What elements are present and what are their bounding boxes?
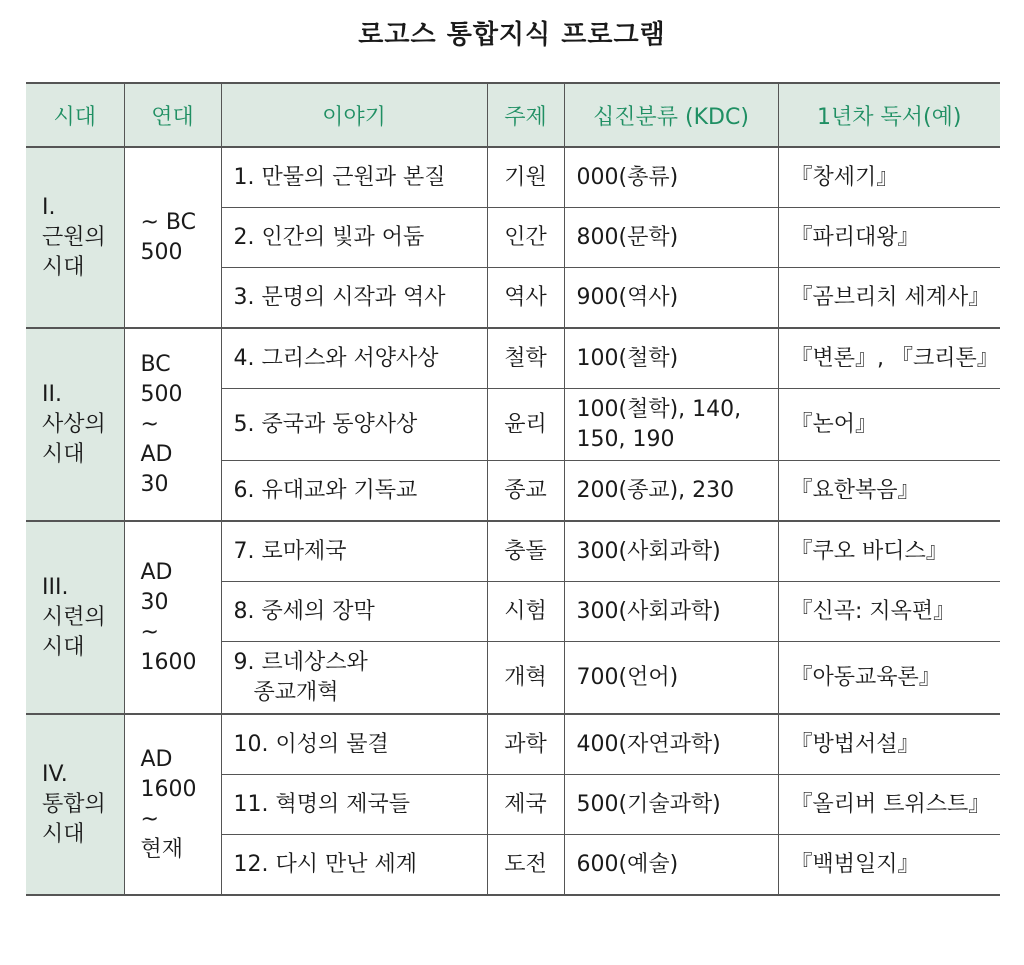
book-cell: 『변론』, 『크리톤』 (778, 328, 1000, 389)
book-cell: 『파리대왕』 (778, 208, 1000, 268)
story-line: 종교개혁 (253, 679, 339, 705)
story-line: 9. 르네상스와 (233, 649, 368, 675)
kdc-cell: 100(철학) (564, 328, 778, 389)
period-cell: ~ BC 500 (124, 147, 221, 328)
header-story: 이야기 (221, 83, 487, 147)
story-cell: 6. 유대교와 기독교 (221, 461, 487, 522)
story-cell: 3. 문명의 시작과 역사 (221, 268, 487, 329)
topic-cell: 윤리 (487, 389, 564, 461)
book-cell: 『올리버 트위스트』 (778, 775, 1000, 835)
era-cell: II. 사상의 시대 (26, 328, 124, 521)
header-topic: 주제 (487, 83, 564, 147)
period-cell: AD 30 ~ 1600 (124, 521, 221, 714)
table-row (26, 714, 1000, 775)
story-cell: 2. 인간의 빛과 어둠 (221, 208, 487, 268)
table-row (26, 328, 1000, 389)
book-cell: 『창세기』 (778, 147, 1000, 208)
page-title: 로고스 통합지식 프로그램 (358, 20, 666, 50)
program-table (26, 82, 1000, 896)
book-cell: 『아동교육론』 (778, 642, 1000, 715)
topic-cell: 개혁 (487, 642, 564, 715)
era-cell: IV. 통합의 시대 (26, 714, 124, 895)
book-cell: 『논어』 (778, 389, 1000, 461)
book-cell: 『요한복음』 (778, 461, 1000, 522)
topic-cell: 종교 (487, 461, 564, 522)
kdc-cell: 900(역사) (564, 268, 778, 329)
topic-cell: 철학 (487, 328, 564, 389)
kdc-cell: 200(종교), 230 (564, 461, 778, 522)
header-row (26, 83, 1000, 147)
header-book: 1년차 독서(예) (778, 83, 1000, 147)
kdc-cell: 800(문학) (564, 208, 778, 268)
topic-cell: 충돌 (487, 521, 564, 582)
story-cell: 1. 만물의 근원과 본질 (221, 147, 487, 208)
era-cell: I. 근원의 시대 (26, 147, 124, 328)
kdc-cell: 400(자연과학) (564, 714, 778, 775)
topic-cell: 제국 (487, 775, 564, 835)
period-cell: BC 500 ~ AD 30 (124, 328, 221, 521)
story-cell: 10. 이성의 물결 (221, 714, 487, 775)
book-cell: 『곰브리치 세계사』 (778, 268, 1000, 329)
header-era: 시대 (26, 83, 124, 147)
header-period: 연대 (124, 83, 221, 147)
book-cell: 『신곡: 지옥편』 (778, 582, 1000, 642)
header-kdc: 십진분류 (KDC) (564, 83, 778, 147)
story-cell: 7. 로마제국 (221, 521, 487, 582)
story-cell: 5. 중국과 동양사상 (221, 389, 487, 461)
topic-cell: 시험 (487, 582, 564, 642)
topic-cell: 도전 (487, 835, 564, 896)
topic-cell: 과학 (487, 714, 564, 775)
table-row (26, 521, 1000, 582)
kdc-cell: 000(총류) (564, 147, 778, 208)
book-cell: 『쿠오 바디스』 (778, 521, 1000, 582)
kdc-cell: 100(철학), 140, 150, 190 (564, 389, 778, 461)
book-cell: 『방법서설』 (778, 714, 1000, 775)
book-cell: 『백범일지』 (778, 835, 1000, 896)
story-cell: 11. 혁명의 제국들 (221, 775, 487, 835)
story-cell: 8. 중세의 장막 (221, 582, 487, 642)
kdc-cell: 300(사회과학) (564, 582, 778, 642)
topic-cell: 역사 (487, 268, 564, 329)
story-cell (221, 642, 487, 715)
era-cell: III. 시련의 시대 (26, 521, 124, 714)
topic-cell: 기원 (487, 147, 564, 208)
kdc-cell: 500(기술과학) (564, 775, 778, 835)
period-cell: AD 1600 ~ 현재 (124, 714, 221, 895)
kdc-cell: 300(사회과학) (564, 521, 778, 582)
topic-cell: 인간 (487, 208, 564, 268)
story-cell: 4. 그리스와 서양사상 (221, 328, 487, 389)
kdc-cell: 600(예술) (564, 835, 778, 896)
table-row (26, 147, 1000, 208)
story-cell: 12. 다시 만난 세계 (221, 835, 487, 896)
kdc-cell: 700(언어) (564, 642, 778, 715)
